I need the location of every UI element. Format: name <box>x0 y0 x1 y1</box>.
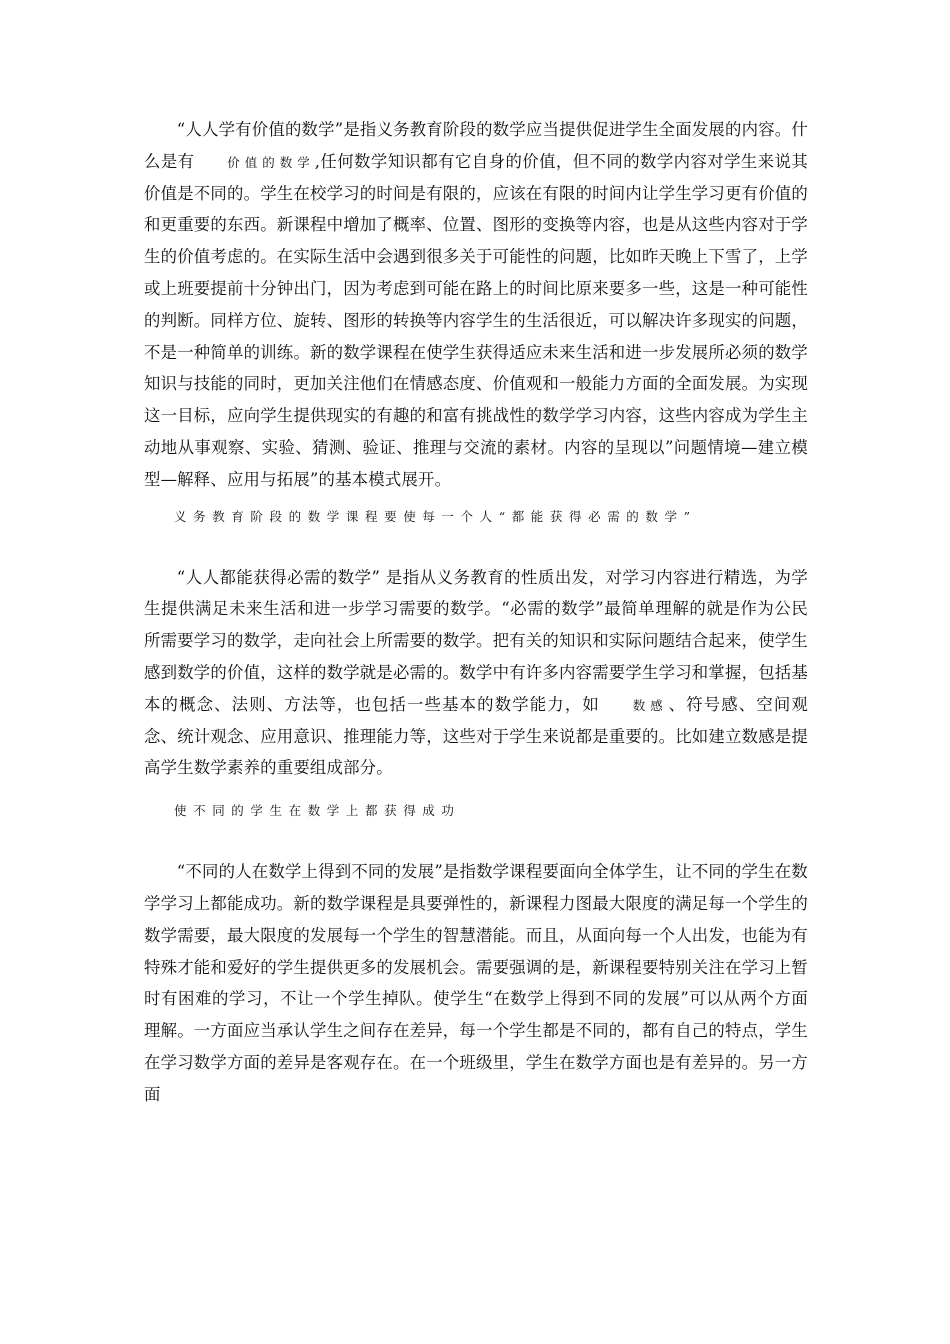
section-heading-different-students: 使不同的学生在数学上都获得成功 <box>174 803 461 819</box>
paragraph-necessary-math <box>144 562 808 785</box>
paragraph-different-development <box>144 856 808 1110</box>
spaced-phrase: 数感 <box>632 697 668 713</box>
paragraph-text: “不同的人在数学上得到不同的发展”是指数学课程要面向全体学生，让不同的学生在数学学习上都能成功。新的数学课程是具要弹性的，新课程力图最大限度的满足每一个学生的数学需要，最大限度的发展每一个学生的智慧潜能。而且，从面向每一个人出发，也能为有特殊才能和爱好的学生提供更多的发展机会。需要强调的是，新课程要特别关注在学习上暂时有困难的学习，不让一个学生掉队。使学生“在数学上得到不同的发展”可以从两个方面理解。一方面应当承认学生之间存在差异，每一个学生都是不同的，都有自己的特点，学生在学习数学方面的差异是客观存在。在一个班级里，学生在数学方面也是有差异的。另一方面 <box>144 862 808 1104</box>
section-heading-necessary-math: 义务教育阶段的数学课程要使每一个人“都能获得必需的数学” <box>174 508 697 524</box>
spaced-phrase: 价值的数学 <box>227 154 315 170</box>
document-body <box>144 114 808 1111</box>
paragraph-text: ,任何数学知识都有它自身的价值，但不同的数学内容对学生来说其价值是不同的。学生在校学习的时间是有限的，应该在有限的时间内让学生学习更有价值的和更重要的东西。新课程中增加了概率、位置、图形的变换等内容，也是从这些内容对于学生的价值考虑的。在实际生活中会遇到很多关于可能性的问题，比如昨天晚上下雪了，上学或上班要提前十分钟出门，因为考虑到可能在路上的时间比原来要多一些，这是一种可能性的判断。同样方位、旋转、图形的转换等内容学生的生活很近，可以解决许多现实的问题，不是一种简单的训练。新的数学课程在使学生获得适应未来生活和进一步发展所必须的数学知识与技能的同时，更加关注他们在情感态度、价值观和一般能力方面的全面发展。为实现这一目标，应向学生提供现实的有趣的和富有挑战性的数学学习内容，这些内容成为学生主动地从事观察、实验、猜测、验证、推理与交流的素材。内容的呈现以”问题情境—建立模型—解释、应用与拓展”的基本模式展开。 <box>144 151 808 489</box>
paragraph-valuable-math <box>144 114 808 496</box>
paragraph-text: “人人都能获得必需的数学” 是指从义务教育的性质出发，对学习内容进行精选，为学生提供满足未来生活和进一步学习需要的数学。“必需的数学”最简单理解的就是作为公民所需要学习的数学，走向社会上所需要的数学。把有关的知识和实际问题结合起来，使学生感到数学的价值，这样的数学就是必需的。数学中有许多内容需要学生学习和掌握，包括基本的概念、法则、方法等，也包括一些基本的数学能力，如 <box>144 567 808 714</box>
paragraph-text: “人人学有价值的数学”是指义务教育阶段的数学应当提供促进学生全面发展的内容。什么是有 <box>144 120 808 171</box>
paragraph-text: 、符号感、空间观念、统计观念、应用意识、推理能力等，这些对于学生来说都是重要的。比如建立数感是提高学生数学素养的重要组成部分。 <box>144 694 808 778</box>
